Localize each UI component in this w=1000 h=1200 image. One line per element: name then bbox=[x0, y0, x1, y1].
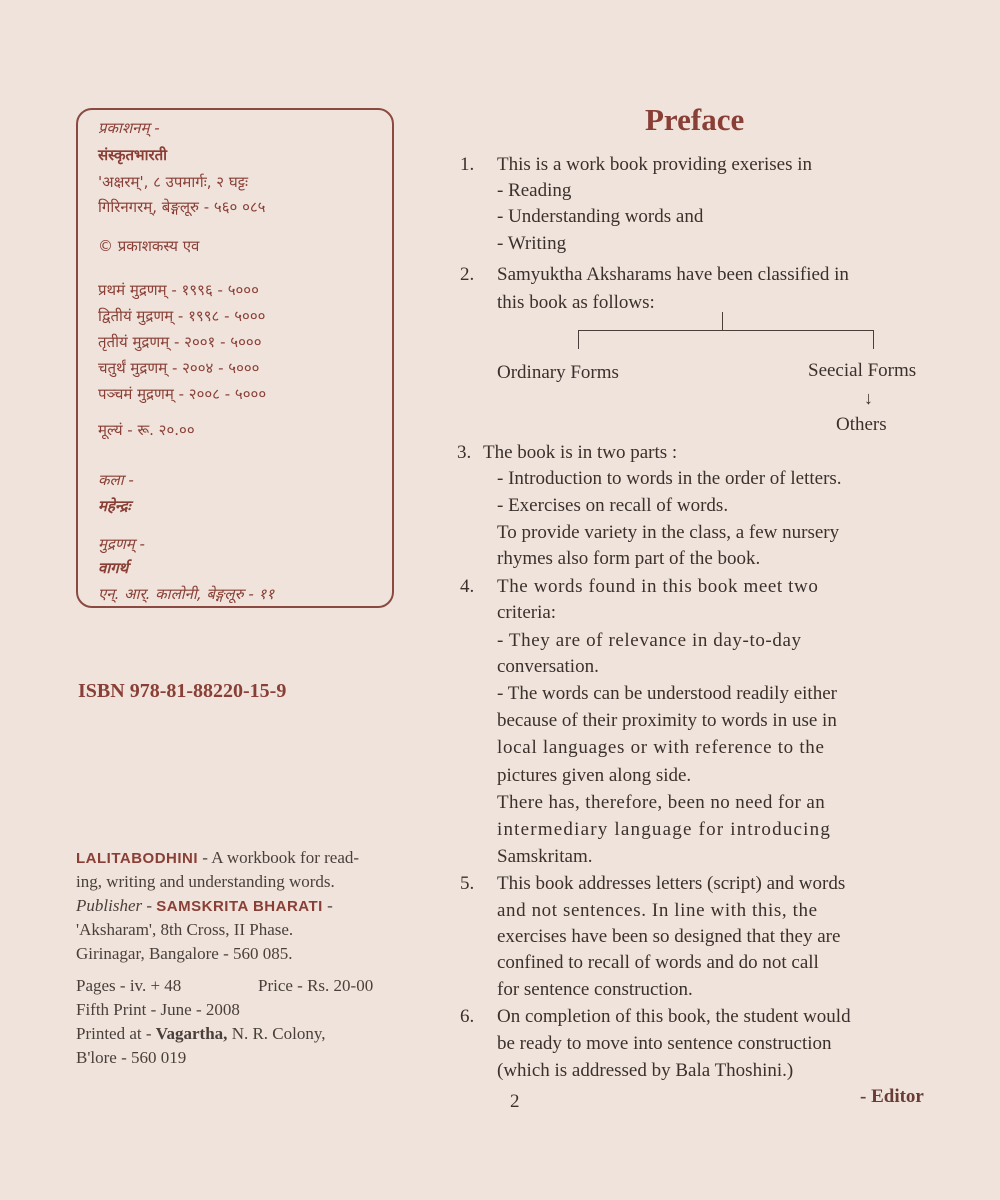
preface-line: rhymes also form part of the book. bbox=[497, 548, 761, 569]
colophon-line: LALITABODHINI - A workbook for read- bbox=[76, 848, 360, 867]
preface-line: - Introduction to words in the order of letters. bbox=[497, 468, 842, 489]
preface-line: - Exercises on recall of words. bbox=[497, 495, 729, 516]
printer-info: Printed at - Vagartha, N. R. Colony, bbox=[76, 1024, 326, 1043]
preface-line: To provide variety in the class, a few nursery bbox=[497, 522, 840, 543]
preface-line: The book is in two parts : bbox=[483, 442, 678, 463]
item-number: 5. bbox=[460, 873, 475, 894]
item-number: 3. bbox=[457, 442, 472, 463]
preface-line: conversation. bbox=[497, 656, 599, 677]
diagram-node-others: Others bbox=[836, 414, 887, 435]
preface-line: confined to recall of words and do not call bbox=[497, 952, 819, 973]
preface-line: - The words can be understood readily either bbox=[497, 683, 837, 704]
preface-line: - Understanding words and bbox=[497, 206, 704, 227]
item-number: 6. bbox=[460, 1006, 475, 1027]
page-title: Preface bbox=[645, 102, 745, 137]
printer-brand: Vagartha, bbox=[155, 1024, 228, 1043]
preface-line: intermediary language for introducing bbox=[497, 819, 832, 840]
preface-line: Samskritam. bbox=[497, 846, 593, 867]
diagram-node-special: Seecial Forms bbox=[808, 360, 917, 381]
preface-line: pictures given along side. bbox=[497, 765, 692, 786]
preface-line: This is a work book providing exerises in bbox=[497, 154, 813, 175]
preface-line: There has, therefore, been no need for an bbox=[497, 792, 826, 813]
preface-line: criteria: bbox=[497, 602, 557, 623]
arrow-down-icon: ↓ bbox=[864, 388, 873, 408]
printer-name: वागर्थ bbox=[98, 559, 129, 577]
preface-line: Samyuktha Aksharams have been classified in bbox=[497, 264, 849, 285]
diagram-branch bbox=[578, 330, 874, 349]
diagram-node-ordinary: Ordinary Forms bbox=[497, 362, 619, 383]
item-number: 1. bbox=[460, 154, 475, 175]
colophon-line: ing, writing and understanding words. bbox=[76, 872, 335, 891]
pages-info: Pages - iv. + 48 bbox=[76, 976, 182, 995]
preface-line: this book as follows: bbox=[497, 292, 655, 313]
art-name: महेन्द्रः bbox=[98, 497, 131, 515]
price-line: मूल्यं - रू. २०.०० bbox=[98, 421, 195, 439]
preface-line: because of their proximity to words in use in bbox=[497, 710, 837, 731]
publisher-name: संस्कृतभारती bbox=[98, 146, 168, 164]
item-number: 4. bbox=[460, 576, 475, 597]
publisher-brand: SAMSKRITA BHARATI bbox=[156, 898, 323, 915]
preface-line: - Writing bbox=[497, 233, 567, 254]
preface-line: local languages or with reference to the bbox=[497, 737, 825, 758]
printer-city: B'lore - 560 019 bbox=[76, 1048, 187, 1067]
publisher-address-line: 'अक्षरम्', ८ उपमार्गः, २ घट्टः bbox=[98, 173, 249, 191]
page-number: 2 bbox=[510, 1091, 520, 1112]
colophon-line: Publisher - SAMSKRITA BHARATI - bbox=[76, 896, 333, 915]
preface-line: for sentence construction. bbox=[497, 979, 693, 1000]
isbn: ISBN 978-81-88220-15-9 bbox=[78, 680, 287, 702]
preface-line: This book addresses letters (script) and words bbox=[497, 873, 846, 894]
printer-label: मुद्रणम् - bbox=[98, 535, 145, 553]
print-history-line: चतुर्थं मुद्रणम् - २००४ - ५००० bbox=[98, 359, 260, 377]
print-history-line: पञ्चमं मुद्रणम् - २००८ - ५००० bbox=[98, 385, 267, 403]
book-title: LALITABODHINI bbox=[76, 850, 199, 867]
publisher-label: प्रकाशनम् - bbox=[98, 119, 160, 137]
art-label: कला - bbox=[98, 471, 134, 489]
print-info: Fifth Print - June - 2008 bbox=[76, 1000, 240, 1019]
print-history-line: प्रथमं मुद्रणम् - १९९६ - ५००० bbox=[98, 281, 259, 299]
copyright-line: © प्रकाशकस्य एव bbox=[98, 237, 200, 255]
preface-line: The words found in this book meet two bbox=[497, 576, 819, 597]
preface-line: (which is addressed by Bala Thoshini.) bbox=[497, 1060, 794, 1081]
printer-address: एन्. आर्. कालोनी, बेङ्गलूरु - ११ bbox=[98, 585, 275, 603]
print-history-line: तृतीयं मुद्रणम् - २००१ - ५००० bbox=[98, 333, 262, 351]
item-number: 2. bbox=[460, 264, 475, 285]
preface-line: be ready to move into sentence construction bbox=[497, 1033, 832, 1054]
preface-line: On completion of this book, the student would bbox=[497, 1006, 851, 1027]
print-history-line: द्वितीयं मुद्रणम् - १९९८ - ५००० bbox=[98, 307, 266, 325]
colophon-line: 'Aksharam', 8th Cross, II Phase. bbox=[76, 920, 294, 939]
price-info: Price - Rs. 20-00 bbox=[258, 976, 374, 995]
diagram-stem bbox=[722, 312, 723, 330]
colophon-line: Girinagar, Bangalore - 560 085. bbox=[76, 944, 293, 963]
publisher-address-line: गिरिनगरम्, बेङ्गलूरु - ५६० ०८५ bbox=[98, 198, 266, 216]
preface-line: and not sentences. In line with this, the bbox=[497, 900, 818, 921]
editor-signoff: - Editor bbox=[860, 1086, 924, 1107]
preface-line: - They are of relevance in day-to-day bbox=[497, 630, 802, 651]
preface-line: - Reading bbox=[497, 180, 572, 201]
preface-line: exercises have been so designed that they are bbox=[497, 926, 841, 947]
